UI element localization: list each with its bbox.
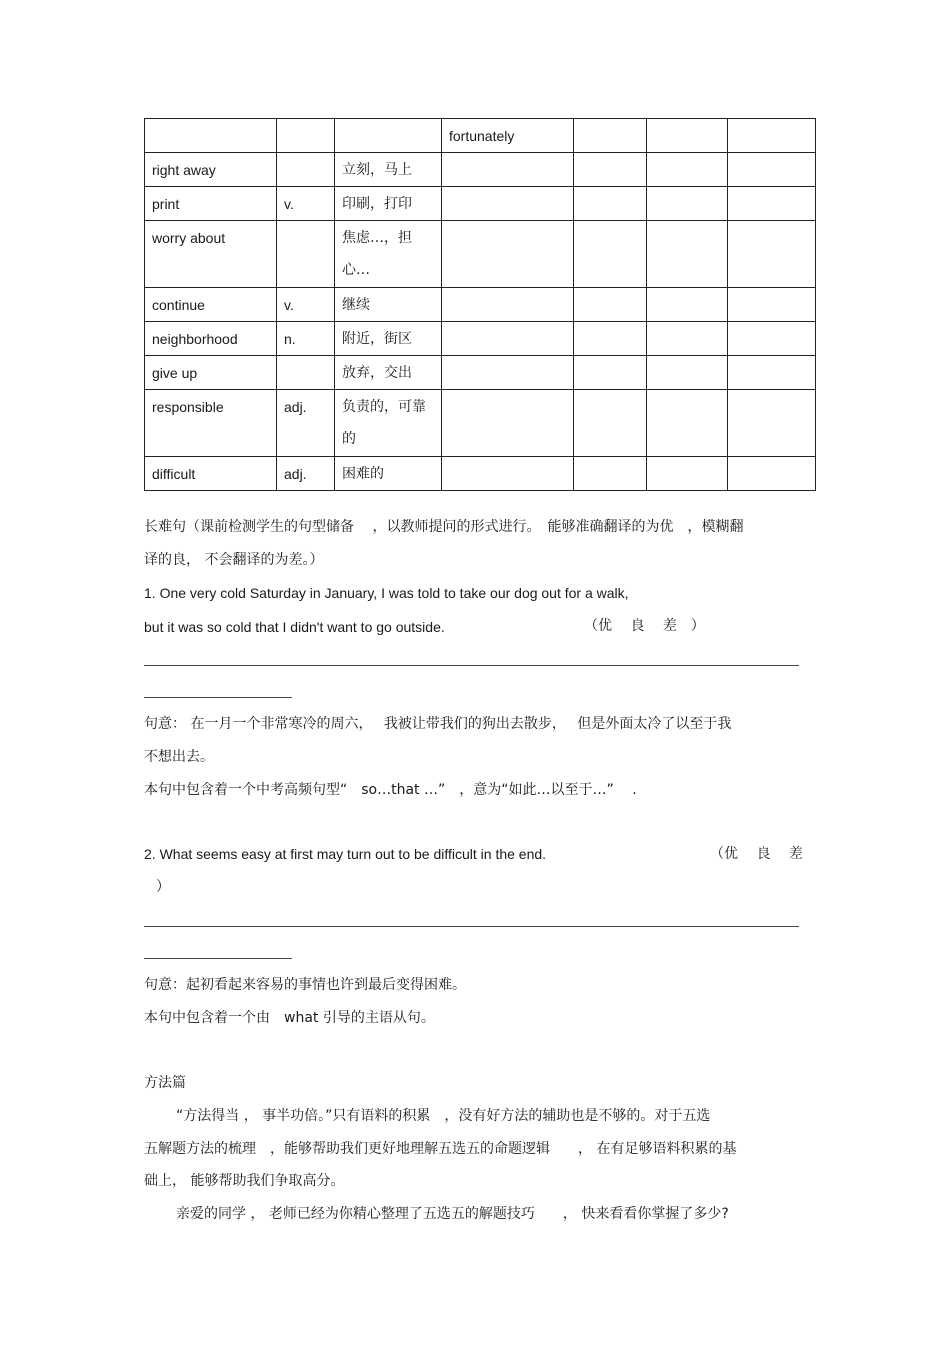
sentence-1-meaning-line2: 不想出去。 xyxy=(144,749,214,765)
cell-extra xyxy=(442,153,574,187)
answer-line-2b[interactable] xyxy=(144,958,292,959)
cell-meaning: 困难的 xyxy=(335,457,442,491)
cell-word: responsible xyxy=(145,390,277,457)
sentence-2-meaning: 句意：起初看起来容易的事情也许到最后变得困难。 xyxy=(144,977,466,993)
cell-empty[interactable] xyxy=(647,288,728,322)
cell-empty[interactable] xyxy=(647,119,728,153)
table-row xyxy=(145,153,816,187)
cell-empty[interactable] xyxy=(647,457,728,491)
sentence-2-rating-close: ） xyxy=(156,879,170,895)
method-heading: 方法篇 xyxy=(144,1075,186,1091)
long-sentence-intro-line1: 长难句（课前检测学生的句型储备 ，以教师提问的形式进行。 能够准确翻译的为优 ，模糊翻 xyxy=(144,519,744,535)
vocabulary-table xyxy=(144,118,816,491)
cell-empty[interactable] xyxy=(647,356,728,390)
table-row xyxy=(145,187,816,221)
cell-word: right away xyxy=(145,153,277,187)
answer-line-1a[interactable] xyxy=(144,665,799,666)
cell-meaning: 焦虑…，担心… xyxy=(335,221,442,288)
method-paragraph-1-line3: 础上， 能够帮助我们争取高分。 xyxy=(144,1173,345,1189)
method-paragraph-1-line2: 五解题方法的梳理 ，能够帮助我们更好地理解五选五的命题逻辑 ， 在有足够语料积累的基 xyxy=(144,1141,737,1157)
cell-word xyxy=(145,119,277,153)
cell-empty[interactable] xyxy=(574,390,647,457)
cell-pos: n. xyxy=(277,322,335,356)
cell-pos xyxy=(277,119,335,153)
sentence-1-rating: （优 良 差 ） xyxy=(584,618,705,634)
cell-word: neighborhood xyxy=(145,322,277,356)
sentence-1-note: 本句中包含着一个中考高频句型“ so…that …” ，意为“如此…以至于…” . xyxy=(144,782,637,798)
cell-meaning: 附近，街区 xyxy=(335,322,442,356)
cell-empty[interactable] xyxy=(574,322,647,356)
cell-word: worry about xyxy=(145,221,277,288)
cell-pos: v. xyxy=(277,187,335,221)
cell-empty[interactable] xyxy=(647,221,728,288)
cell-empty[interactable] xyxy=(728,187,816,221)
cell-pos xyxy=(277,153,335,187)
cell-empty[interactable] xyxy=(728,457,816,491)
method-paragraph-1-line1: “方法得当 ， 事半功倍。”只有语料的积累 ，没有好方法的辅助也是不够的。对于五选 xyxy=(176,1108,711,1124)
sentence-1-line2: but it was so cold that I didn't want to go outside. xyxy=(144,619,445,635)
table-row xyxy=(145,322,816,356)
cell-meaning: 继续 xyxy=(335,288,442,322)
cell-empty[interactable] xyxy=(647,390,728,457)
cell-extra xyxy=(442,457,574,491)
cell-extra xyxy=(442,221,574,288)
cell-empty[interactable] xyxy=(728,322,816,356)
cell-empty[interactable] xyxy=(574,457,647,491)
long-sentence-intro-line2: 译的良， 不会翻译的为差。） xyxy=(144,552,324,568)
cell-extra: fortunately xyxy=(442,119,574,153)
cell-meaning: 放弃，交出 xyxy=(335,356,442,390)
cell-word: difficult xyxy=(145,457,277,491)
cell-pos xyxy=(277,221,335,288)
answer-line-1b[interactable] xyxy=(144,697,292,698)
table-row xyxy=(145,119,816,153)
table-row xyxy=(145,457,816,491)
cell-meaning xyxy=(335,119,442,153)
cell-empty[interactable] xyxy=(574,153,647,187)
cell-empty[interactable] xyxy=(728,221,816,288)
sentence-2-note: 本句中包含着一个由 what 引导的主语从句。 xyxy=(144,1010,435,1026)
cell-empty[interactable] xyxy=(574,221,647,288)
cell-pos: v. xyxy=(277,288,335,322)
cell-empty[interactable] xyxy=(574,119,647,153)
cell-pos: adj. xyxy=(277,390,335,457)
sentence-1-meaning-line1: 句意： 在一月一个非常寒冷的周六， 我被让带我们的狗出去散步， 但是外面太冷了以至于我 xyxy=(144,716,732,732)
answer-line-2a[interactable] xyxy=(144,926,799,927)
cell-extra xyxy=(442,322,574,356)
cell-empty[interactable] xyxy=(728,153,816,187)
table-row xyxy=(145,221,816,288)
cell-empty[interactable] xyxy=(647,322,728,356)
cell-empty[interactable] xyxy=(728,390,816,457)
cell-extra xyxy=(442,390,574,457)
table-row xyxy=(145,390,816,457)
sentence-1-line1: 1. One very cold Saturday in January, I was told to take our dog out for a walk, xyxy=(144,585,629,601)
sentence-2-line1: 2. What seems easy at first may turn out to be difficult in the end. xyxy=(144,846,547,862)
cell-empty[interactable] xyxy=(574,187,647,221)
cell-meaning: 负责的，可靠的 xyxy=(335,390,442,457)
cell-extra xyxy=(442,288,574,322)
cell-extra xyxy=(442,356,574,390)
cell-pos: adj. xyxy=(277,457,335,491)
cell-empty[interactable] xyxy=(728,356,816,390)
cell-extra xyxy=(442,187,574,221)
cell-meaning: 立刻，马上 xyxy=(335,153,442,187)
sentence-2-rating: （优 良 差 xyxy=(710,846,803,862)
cell-empty[interactable] xyxy=(728,288,816,322)
cell-word: continue xyxy=(145,288,277,322)
cell-empty[interactable] xyxy=(574,356,647,390)
cell-meaning: 印刷，打印 xyxy=(335,187,442,221)
table-row xyxy=(145,288,816,322)
cell-empty[interactable] xyxy=(574,288,647,322)
cell-word: print xyxy=(145,187,277,221)
cell-empty[interactable] xyxy=(728,119,816,153)
method-paragraph-2: 亲爱的同学 ， 老师已经为你精心整理了五选五的解题技巧 ， 快来看看你掌握了多少? xyxy=(176,1206,729,1222)
cell-word: give up xyxy=(145,356,277,390)
table-row xyxy=(145,356,816,390)
cell-empty[interactable] xyxy=(647,153,728,187)
cell-empty[interactable] xyxy=(647,187,728,221)
cell-pos xyxy=(277,356,335,390)
